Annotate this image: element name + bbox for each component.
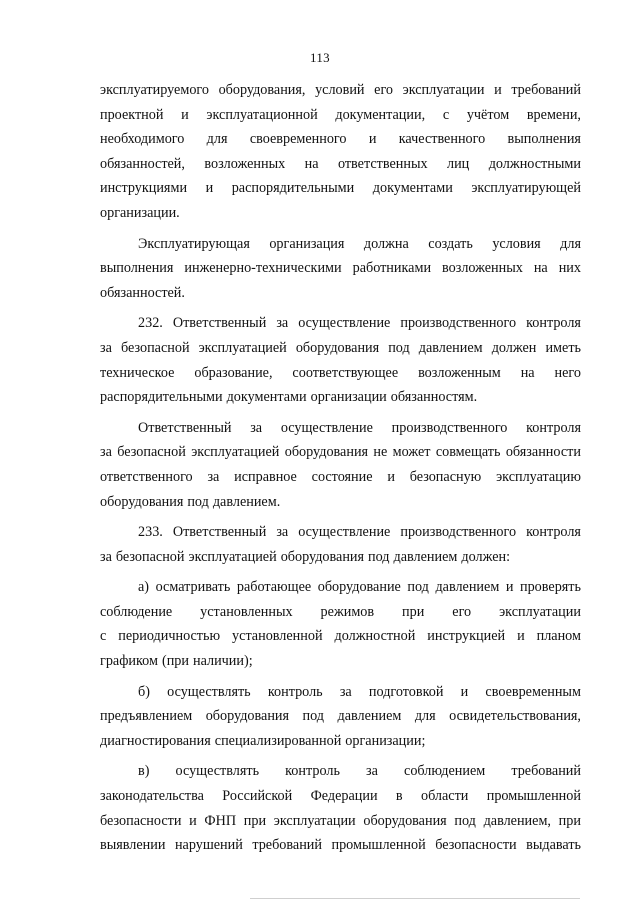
word: освидетельствования, xyxy=(449,708,581,725)
word: режимов xyxy=(320,603,375,620)
text-line xyxy=(100,256,581,281)
word: проверять xyxy=(520,579,581,596)
word: с xyxy=(100,628,107,645)
word: осуществление xyxy=(280,419,373,436)
word: контроль xyxy=(285,763,340,780)
word: за xyxy=(207,468,220,485)
scan-edge-line xyxy=(250,898,580,899)
word: исправное xyxy=(234,468,297,485)
word: организации. xyxy=(100,204,180,221)
word: диагностирования xyxy=(100,732,211,749)
text-line xyxy=(100,201,581,226)
word: оборудования xyxy=(284,444,369,461)
word: контроля xyxy=(526,315,581,332)
word: безопасную xyxy=(409,468,482,485)
word: промышленной xyxy=(331,837,426,854)
word: за xyxy=(366,763,378,780)
word: своевременного xyxy=(249,131,347,148)
word: за xyxy=(100,339,112,356)
text-line xyxy=(100,784,581,809)
word: оборудования xyxy=(100,493,184,510)
word: безопасности xyxy=(435,837,517,854)
word: эксплуатации xyxy=(273,812,356,829)
word: б) xyxy=(138,683,150,700)
text-line xyxy=(100,416,581,441)
word: 233. xyxy=(138,524,163,541)
word: необходимого xyxy=(100,131,185,148)
word: Ответственный xyxy=(172,315,267,332)
word: инструкциями xyxy=(100,180,188,197)
word: условия xyxy=(492,235,541,252)
word: выдавать xyxy=(526,837,581,854)
word: них xyxy=(558,260,581,277)
word: Ответственный xyxy=(138,419,232,436)
word: эксплуатируемого xyxy=(100,82,209,98)
word: периодичностью xyxy=(118,628,221,645)
word: инженерно-техническими xyxy=(184,260,342,277)
word: осуществление xyxy=(298,315,391,332)
word: графиком xyxy=(100,653,158,670)
text-line xyxy=(100,759,581,784)
word: эксплуатации xyxy=(402,82,485,98)
word: осуществлять xyxy=(175,763,260,780)
word: подготовкой xyxy=(368,683,444,700)
word: под xyxy=(454,812,476,829)
word: давлением xyxy=(393,548,458,565)
word: оборудования xyxy=(280,548,365,565)
word: выполнения xyxy=(100,260,174,277)
word: качественного xyxy=(398,131,486,148)
word: оборудования xyxy=(205,708,290,725)
word: Российской xyxy=(222,788,293,805)
word: возложенных xyxy=(442,260,523,277)
text-line xyxy=(100,311,581,336)
word: обязанностей. xyxy=(100,284,185,301)
word: за xyxy=(100,444,112,461)
text-line xyxy=(100,127,581,152)
word: (при xyxy=(161,653,189,670)
word: для xyxy=(206,131,228,148)
word: и xyxy=(460,683,469,700)
word: эксплуатацией xyxy=(191,444,280,461)
text-line xyxy=(100,385,581,410)
word: должностной xyxy=(334,628,416,645)
word: за xyxy=(276,524,289,541)
word: 232. xyxy=(138,315,163,332)
word: промышленной xyxy=(486,788,581,805)
word: требований xyxy=(511,82,581,98)
word: контроля xyxy=(526,524,581,541)
word: него xyxy=(554,364,581,381)
word: для xyxy=(414,708,436,725)
word: распорядительными xyxy=(231,180,355,197)
word: иметь xyxy=(545,339,581,356)
word: а) xyxy=(138,579,150,596)
word: в xyxy=(395,788,403,805)
word: под xyxy=(368,548,390,565)
word: своевременным xyxy=(485,683,581,700)
text-line xyxy=(100,833,581,858)
word: и xyxy=(189,812,197,829)
word: возложенным xyxy=(418,364,501,381)
word: под xyxy=(187,493,209,510)
word: эксплуатации xyxy=(499,603,581,620)
word: для xyxy=(560,235,581,252)
word: его xyxy=(452,603,472,620)
word: не xyxy=(373,444,388,461)
word: эксплуатацией xyxy=(198,339,287,356)
word: должен: xyxy=(461,548,511,565)
text-line xyxy=(100,152,581,177)
text-line xyxy=(100,729,581,754)
word: инструкцией xyxy=(427,628,506,645)
word: давлением, xyxy=(483,812,551,829)
word: обязанностям. xyxy=(390,389,478,406)
word: контроля xyxy=(526,419,581,436)
text-line xyxy=(100,281,581,306)
word: Федерации xyxy=(310,788,378,805)
word: и xyxy=(387,468,395,485)
word: специализированной xyxy=(214,732,342,749)
word: на xyxy=(520,364,535,381)
text-line xyxy=(100,465,581,490)
word: оборудования xyxy=(363,812,447,829)
word: лиц xyxy=(447,155,470,172)
word: Ответственный xyxy=(172,524,267,541)
word: условий xyxy=(315,82,365,98)
word: и xyxy=(181,106,189,123)
word: должностными xyxy=(488,155,581,172)
text-line xyxy=(100,680,581,705)
text-line xyxy=(100,440,581,465)
word: давлением. xyxy=(212,493,281,510)
word: установленных xyxy=(200,603,293,620)
word: соблюдение xyxy=(100,603,173,620)
text-line xyxy=(100,78,581,103)
word: планом xyxy=(536,628,581,645)
word: эксплуатационной xyxy=(206,106,318,123)
text-line xyxy=(100,520,581,545)
word: может xyxy=(392,444,431,461)
document-body xyxy=(100,78,581,858)
word: за xyxy=(250,419,263,436)
text-line xyxy=(100,103,581,128)
word: при xyxy=(558,812,581,829)
word: ответственного xyxy=(100,468,193,485)
word: безопасности xyxy=(100,812,182,829)
word: за xyxy=(339,683,352,700)
word: его xyxy=(374,82,393,98)
word: и xyxy=(505,579,514,596)
word: совмещать xyxy=(435,444,501,461)
word: выявлении xyxy=(100,837,166,854)
text-line xyxy=(100,600,581,625)
word: должна xyxy=(363,235,409,252)
word: требований xyxy=(511,763,581,780)
word: установленной xyxy=(232,628,323,645)
word: нарушений xyxy=(174,837,243,854)
word: и xyxy=(494,82,502,98)
word: под xyxy=(302,708,325,725)
word: обязанностей, xyxy=(100,155,185,172)
word: давлением xyxy=(418,339,483,356)
word: эксплуатацией xyxy=(188,548,277,565)
text-line xyxy=(100,809,581,834)
word: документами xyxy=(226,389,307,406)
word: распорядительными xyxy=(100,389,223,406)
word: оборудования xyxy=(295,339,380,356)
word: работающее xyxy=(236,579,312,596)
word: безопасной xyxy=(117,444,186,461)
word: за xyxy=(100,548,112,565)
word: эксплуатацию xyxy=(496,468,581,485)
word: и xyxy=(517,628,525,645)
word: в) xyxy=(138,763,150,780)
word: организации; xyxy=(345,732,426,749)
word: документации, xyxy=(335,106,426,123)
word: Эксплуатирующая xyxy=(138,235,250,252)
word: осматривать xyxy=(155,579,231,596)
word: должен xyxy=(491,339,537,356)
word: времени, xyxy=(526,106,581,123)
word: безопасной xyxy=(115,548,185,565)
word: контроль xyxy=(267,683,323,700)
word: организации xyxy=(310,389,387,406)
word: с xyxy=(442,106,450,123)
word: при xyxy=(402,603,425,620)
page-number: 113 xyxy=(310,50,330,65)
word: проектной xyxy=(100,106,164,123)
word: и xyxy=(205,180,214,197)
word: техническое xyxy=(100,364,175,381)
word: под xyxy=(407,579,429,596)
word: обязанности xyxy=(505,444,581,461)
text-line xyxy=(100,704,581,729)
word: наличии); xyxy=(192,653,253,670)
word: давлением xyxy=(435,579,500,596)
word: соблюдением xyxy=(404,763,486,780)
word: возложенных xyxy=(204,155,286,172)
text-line xyxy=(100,575,581,600)
word: образование, xyxy=(194,364,273,381)
word: выполнения xyxy=(507,131,581,148)
text-line xyxy=(100,336,581,361)
word: осуществлять xyxy=(167,683,251,700)
word: соответствующее xyxy=(292,364,399,381)
word: оборудования, xyxy=(218,82,306,98)
word: за xyxy=(276,315,289,332)
text-line xyxy=(100,624,581,649)
word: оборудование xyxy=(317,579,401,596)
word: ответственных xyxy=(337,155,428,172)
word: организация xyxy=(269,235,345,252)
word: учётом xyxy=(466,106,510,123)
word: при xyxy=(243,812,267,829)
word: создать xyxy=(428,235,473,252)
word: документами xyxy=(372,180,453,197)
word: производственного xyxy=(400,524,517,541)
word: ФНП xyxy=(204,812,237,829)
text-line xyxy=(100,232,581,257)
word: осуществление xyxy=(298,524,391,541)
word: безопасной xyxy=(120,339,190,356)
word: на xyxy=(533,260,548,277)
word: законодательства xyxy=(100,788,204,805)
word: состояние xyxy=(311,468,373,485)
word: давлением xyxy=(337,708,402,725)
word: производственного xyxy=(391,419,508,436)
word: производственного xyxy=(400,315,517,332)
text-line xyxy=(100,361,581,386)
word: эксплуатирующей xyxy=(471,180,581,197)
text-line xyxy=(100,649,581,674)
word: и xyxy=(368,131,377,148)
word: требований xyxy=(252,837,322,854)
word: предъявлением xyxy=(100,708,193,725)
text-line xyxy=(100,545,581,570)
word: работниками xyxy=(352,260,432,277)
word: области xyxy=(420,788,469,805)
word: на xyxy=(304,155,319,172)
word: под xyxy=(388,339,410,356)
text-line xyxy=(100,490,581,515)
text-line xyxy=(100,176,581,201)
